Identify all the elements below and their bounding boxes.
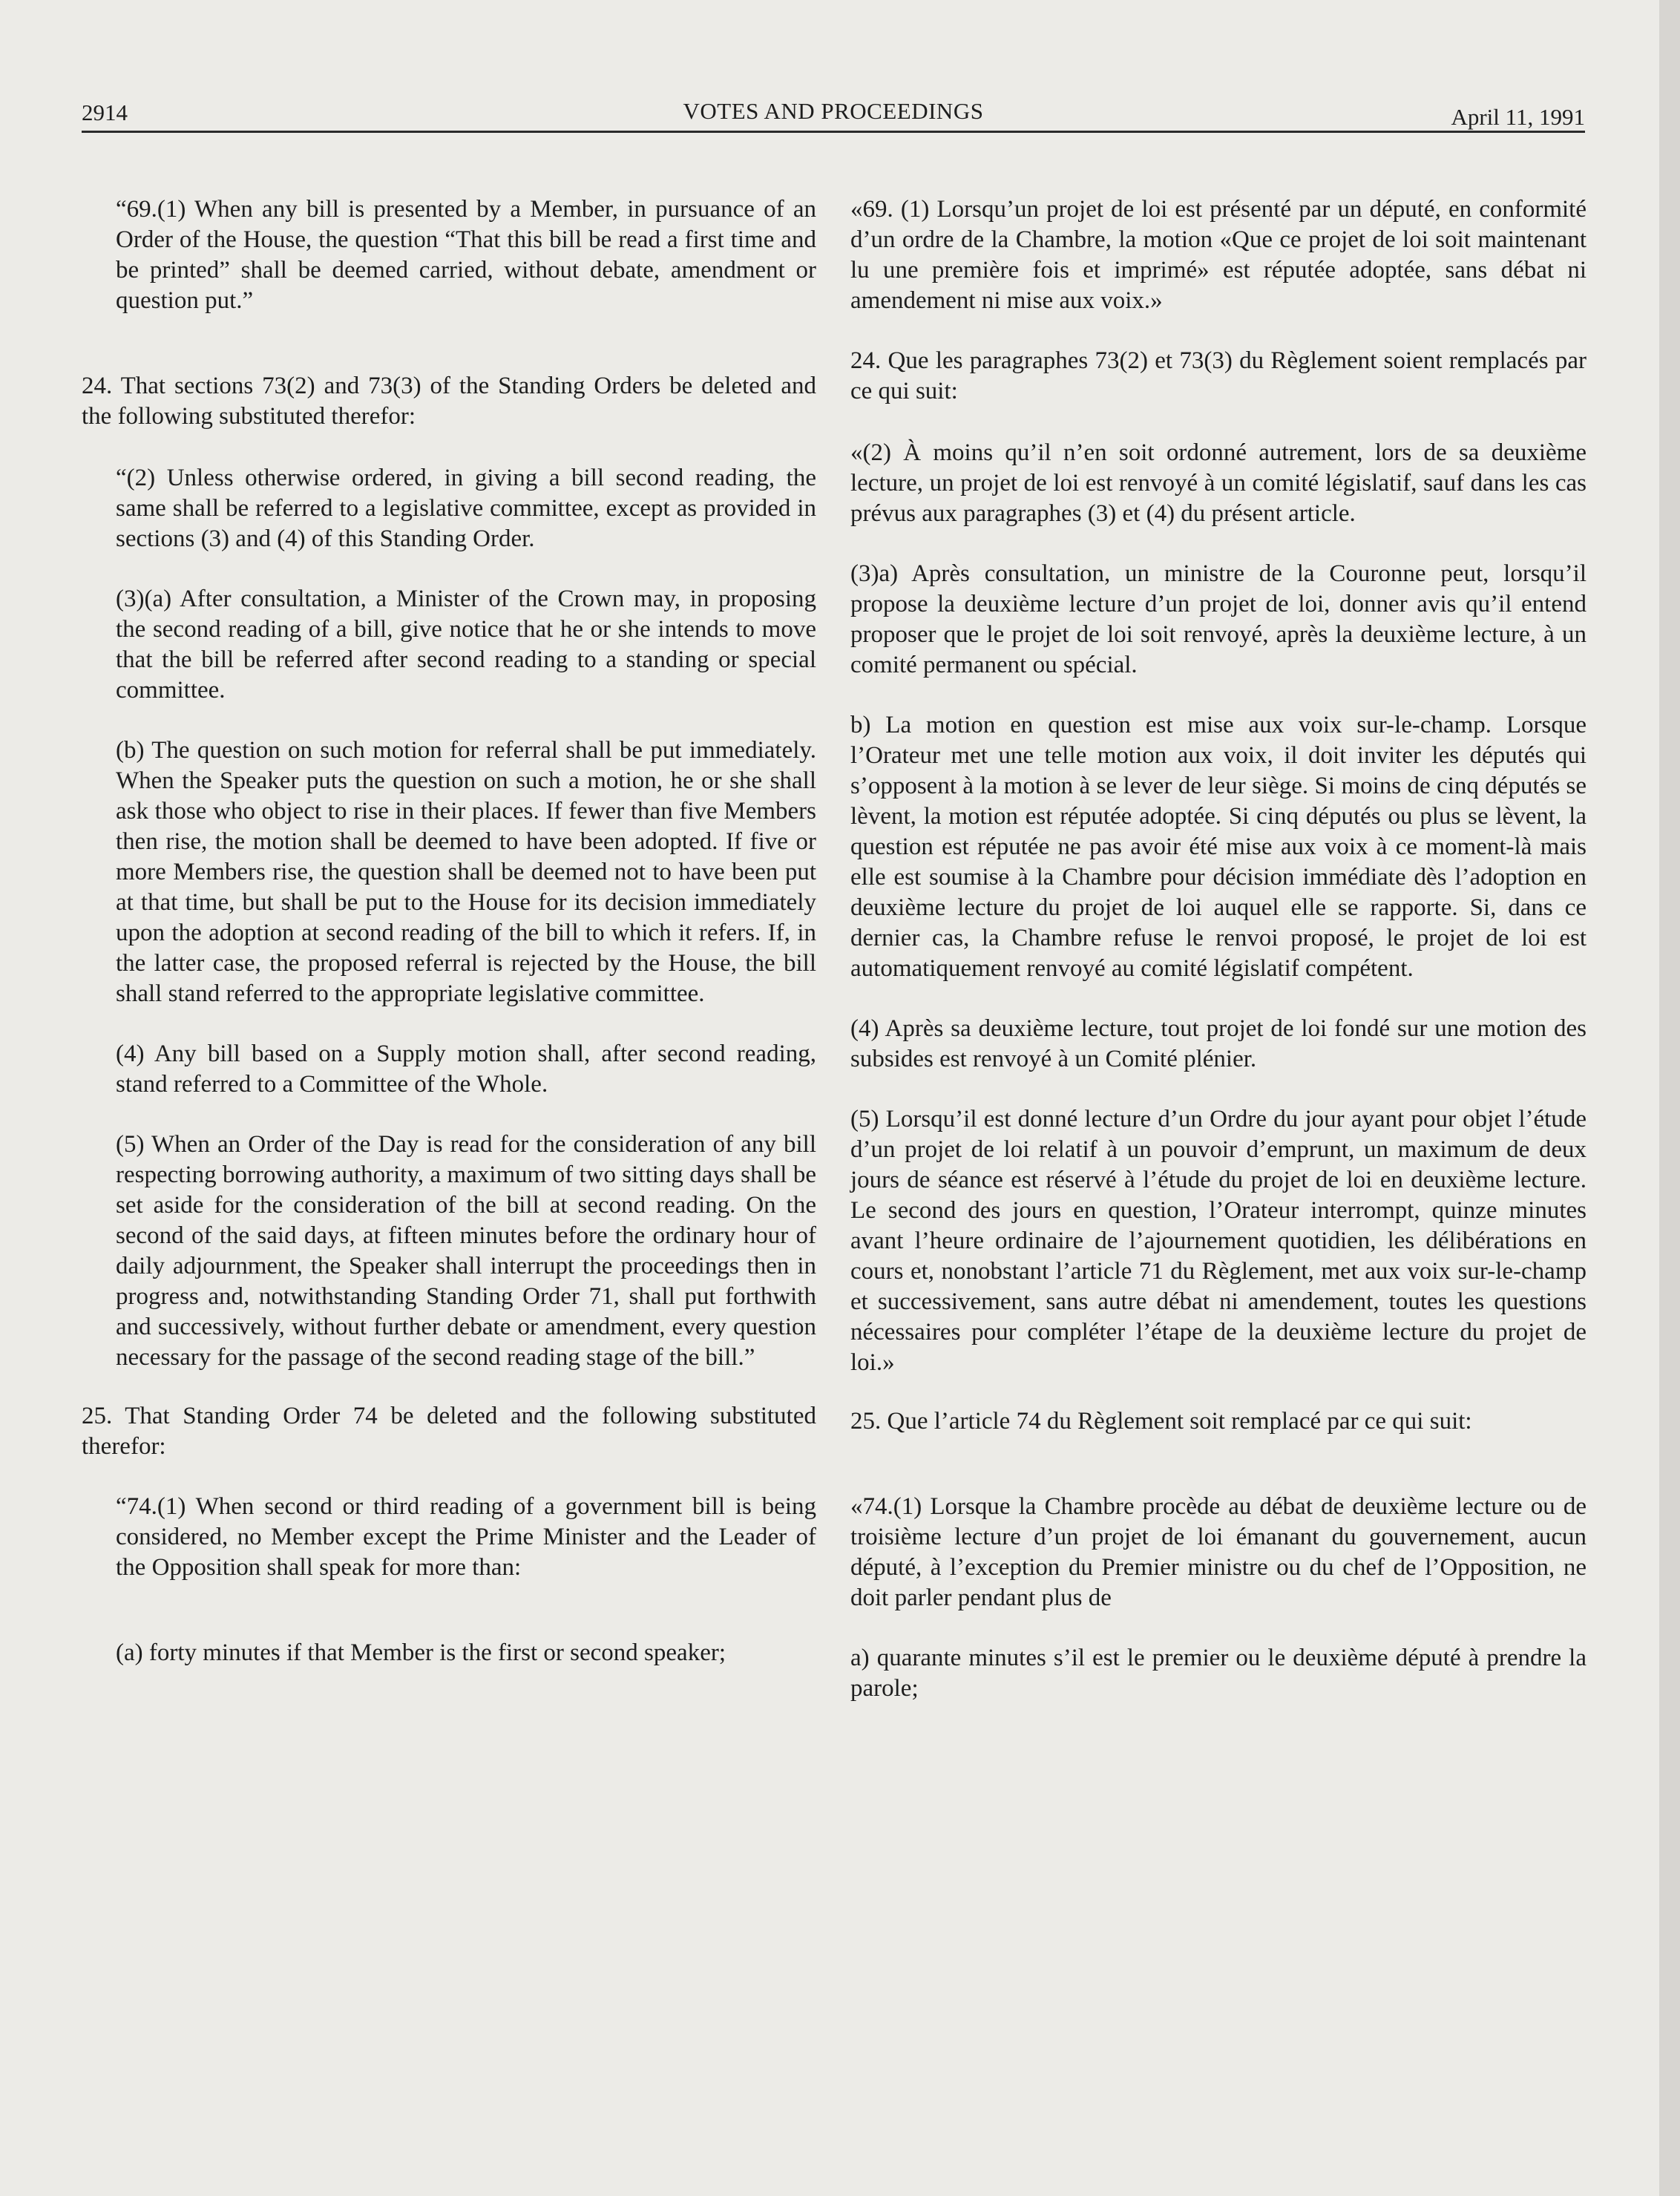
page-edge — [1659, 0, 1680, 2196]
paragraph-24: 24. That sections 73(2) and 73(3) of the Standing Orders be deleted and the following substituted therefor: — [82, 373, 816, 430]
paragraphe-73-4: (4) Après sa deuxième lecture, tout projet de loi fondé sur une motion des subsides est renvoyé à un Comité plénier. — [850, 1015, 1587, 1072]
paragraph-69-1: “69.(1) When any bill is presented by a Member, in pursuance of an Order of the House, the question “That this bill be read a first time and be printed” shall be deemed carried, without debate, amendment or question put.” — [116, 196, 816, 314]
paragraphe-73-3a: (3)a) Après consultation, un ministre de la Couronne peut, lorsqu’il propose la deuxième lecture d’un projet de loi, donner avis qu’il entend proposer que le projet de loi soit renvoyé, après la deuxième lecture, à un comité permanent ou spécial. — [850, 560, 1587, 678]
paragraph-25: 25. That Standing Order 74 be deleted and the following substituted therefor: — [82, 1403, 816, 1460]
paragraphe-73-2: «(2) À moins qu’il n’en soit ordonné autrement, lors de sa deuxième lecture, un projet de loi est renvoyé à un comité législatif, sauf dans les cas prévus aux paragraphes (3) et (4) du présent article. — [850, 439, 1587, 527]
paragraph-73-2: “(2) Unless otherwise ordered, in giving a bill second reading, the same shall be referred to a legislative committee, except as provided in sections (3) and (4) of this Standing Order. — [116, 465, 816, 552]
paragraphe-24: 24. Que les paragraphes 73(2) et 73(3) du Règlement soient remplacés par ce qui suit: — [850, 347, 1587, 404]
paragraphe-74-1a: a) quarante minutes s’il est le premier ou le deuxième député à prendre la parole; — [850, 1645, 1587, 1702]
paragraph-74-1a: (a) forty minutes if that Member is the first or second speaker; — [116, 1639, 726, 1666]
paragraph-73-4: (4) Any bill based on a Supply motion shall, after second reading, stand referred to a Committee of the Whole. — [116, 1040, 816, 1098]
page-date: April 11, 1991 — [1451, 104, 1585, 130]
paragraphe-74-1: «74.(1) Lorsque la Chambre procède au débat de deuxième lecture ou de troisième lecture d’un projet de loi émanant du gouvernement, aucun député, à l’exception du Premier ministre ou du chef de l’Opposition, ne doit parler pendant plus de — [850, 1493, 1587, 1611]
french-column — [850, 194, 1587, 1734]
page-number: 2914 — [82, 99, 128, 125]
paragraphe-25: 25. Que l’article 74 du Règlement soit remplacé par ce qui suit: — [850, 1408, 1472, 1435]
paragraph-73-3b: (b) The question on such motion for referral shall be put immediately. When the Speaker puts the question on such a motion, he or she shall ask those who object to rise in their places. If fewer than five Members then rise, the motion shall be deemed to have been adopted. If five or more Members rise, the question shall be deemed not to have been put at that time, but shall be put to the House for its decision immediately upon the adoption at second reading of the bill to which it refers. If, in the latter case, the proposed referral is rejected by the House, the bill shall stand referred to the appropriate legislative committee. — [116, 737, 816, 1007]
page-header — [82, 95, 1585, 133]
journal-title: VOTES AND PROCEEDINGS — [683, 98, 984, 124]
paragraph-73-3a: (3)(a) After consultation, a Minister of the Crown may, in proposing the second reading of a bill, give notice that he or she intends to move that the bill be referred after second reading to a standing or special committee. — [116, 586, 816, 704]
paragraphe-73-3b: b) La motion en question est mise aux voix sur-le-champ. Lorsque l’Orateur met une telle motion aux voix, il doit inviter les députés qui s’opposent à la motion à se lever de leur siège. Si moins de cinq députés se lèvent, la motion est réputée adoptée. Si cinq députés ou plus se lèvent, la question est réputée ne pas avoir été mise aux voix à ce moment-là mais elle est soumise à la Chambre pour décision immédiate dès l’adoption en deuxième lecture du projet de loi auquel elle se rapporte. Si, dans ce dernier cas, la Chambre refuse le renvoi proposé, le projet de loi est automatiquement renvoyé au comité législatif compétent. — [850, 712, 1587, 982]
english-column — [82, 194, 816, 1698]
paragraphe-73-5: (5) Lorsqu’il est donné lecture d’un Ordre du jour ayant pour objet l’étude d’un projet de loi relatif à un pouvoir d’emprunt, un maximum de deux jours de séance est réservé à l’étude du projet de loi en deuxième lecture. Le second des jours en question, l’Orateur interrompt, quinze minutes avant l’heure ordinaire de l’ajournement quotidien, les délibérations en cours et, nonobstant l’article 71 du Règlement, met aux voix sur-le-champ et successivement, sans autre débat ni amendement, toutes les questions nécessaires pour compléter l’étape de la deuxième lecture du projet de loi.» — [850, 1106, 1587, 1376]
paragraphe-69-1: «69. (1) Lorsqu’un projet de loi est présenté par un député, en conformité d’un ordre de la Chambre, la motion «Que ce projet de loi soit maintenant lu une première fois et imprimé» est réputée adoptée, sans débat ni amendement ni mise aux voix.» — [850, 196, 1587, 314]
paragraph-73-5: (5) When an Order of the Day is read for the consideration of any bill respecting borrowing authority, a maximum of two sitting days shall be set aside for the consideration of the bill at second reading. On the second of the said days, at fifteen minutes before the ordinary hour of daily adjournment, the Speaker shall interrupt the proceedings then in progress and, notwithstanding Standing Order 71, shall put forthwith and successively, without further debate or amendment, every question necessary for the passage of the second reading stage of the bill.” — [116, 1131, 816, 1371]
paragraph-74-1: “74.(1) When second or third reading of a government bill is being considered, no Member except the Prime Minister and the Leader of the Opposition shall speak for more than: — [116, 1493, 816, 1581]
